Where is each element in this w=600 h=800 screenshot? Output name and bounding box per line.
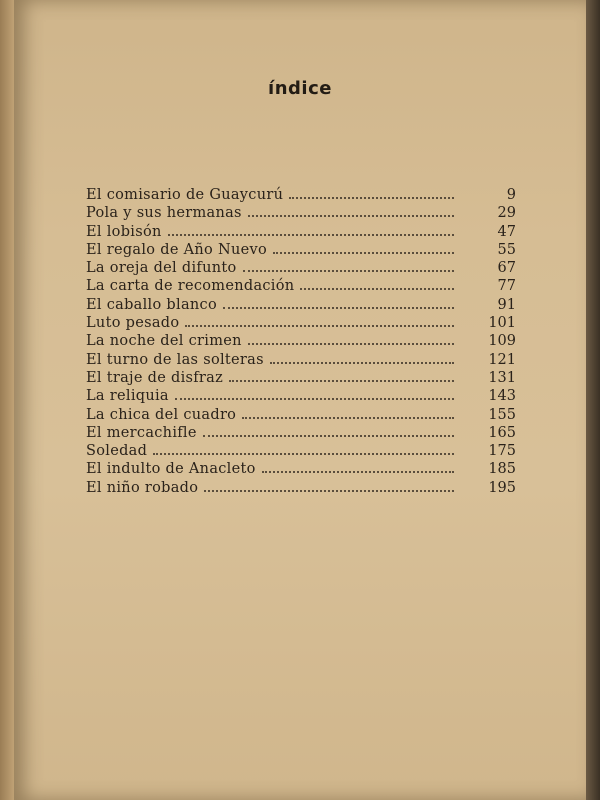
toc-entry <box>86 186 516 204</box>
dot-leader <box>204 490 454 492</box>
entry-title: La carta de recomendación <box>86 278 295 295</box>
page-number: 121 <box>488 351 516 368</box>
page-title: índice <box>268 78 332 100</box>
toc-entry <box>86 351 516 369</box>
page-number: 29 <box>497 205 516 222</box>
toc-entry <box>86 296 516 314</box>
dot-leader <box>153 453 454 455</box>
entry-title: El mercachifle <box>86 424 197 441</box>
toc-entry <box>86 406 516 424</box>
toc-entry <box>86 223 516 241</box>
page-number: 91 <box>497 296 516 313</box>
toc-entry <box>86 204 516 222</box>
dot-leader <box>243 270 454 272</box>
toc-entry <box>86 259 516 277</box>
entry-title: La reliquia <box>86 388 169 405</box>
dot-leader <box>300 288 454 290</box>
page-number: 9 <box>506 187 516 203</box>
dot-leader <box>223 307 454 309</box>
toc-entry <box>86 424 516 442</box>
entry-title: Pola y sus hermanas <box>86 205 242 222</box>
entry-title: La noche del crimen <box>86 333 242 350</box>
page-number: 109 <box>488 333 516 350</box>
dot-leader <box>289 197 454 199</box>
toc-entry <box>86 387 516 405</box>
page-number: 67 <box>497 260 516 277</box>
dot-leader <box>229 380 454 382</box>
entry-title: La chica del cuadro <box>86 406 237 423</box>
toc-entry <box>86 442 516 460</box>
toc-entry <box>86 479 516 497</box>
toc-entry <box>86 369 516 387</box>
page-number: 101 <box>488 315 516 332</box>
dot-leader <box>242 417 454 419</box>
dot-leader <box>185 325 454 327</box>
toc-entry <box>86 332 516 350</box>
dot-leader <box>175 398 454 400</box>
page-number: 143 <box>488 388 516 405</box>
dot-leader <box>270 362 454 364</box>
table-of-contents <box>86 186 516 497</box>
entry-title: Soledad <box>86 443 148 460</box>
toc-entry <box>86 460 516 478</box>
toc-entry <box>86 314 516 332</box>
entry-title: El traje de disfraz <box>86 369 224 386</box>
entry-title: La oreja del difunto <box>86 260 237 277</box>
book-spine-edge <box>586 0 600 800</box>
entry-title: El indulto de Anacleto <box>86 461 256 478</box>
page-number: 55 <box>497 241 516 258</box>
page-number: 195 <box>488 479 516 496</box>
dot-leader <box>168 234 454 236</box>
entry-title: El caballo blanco <box>86 296 217 313</box>
page-number: 131 <box>488 369 516 386</box>
page-number: 165 <box>488 424 516 441</box>
toc-entry <box>86 241 516 259</box>
entry-title: El niño robado <box>86 479 199 496</box>
dot-leader <box>262 471 454 473</box>
dot-leader <box>248 343 454 345</box>
page-number: 77 <box>497 278 516 295</box>
page-number: 47 <box>497 223 516 240</box>
page-number: 175 <box>488 443 516 460</box>
entry-title: El comisario de Guaycurú <box>86 187 284 203</box>
dot-leader <box>248 215 454 217</box>
entry-title: Luto pesado <box>86 315 180 332</box>
toc-entry <box>86 277 516 295</box>
page-number: 185 <box>488 461 516 478</box>
entry-title: El regalo de Año Nuevo <box>86 241 267 258</box>
dot-leader <box>203 435 454 437</box>
dot-leader <box>273 252 454 254</box>
entry-title: El lobisón <box>86 223 162 240</box>
entry-title: El turno de las solteras <box>86 351 264 368</box>
page-number: 155 <box>488 406 516 423</box>
